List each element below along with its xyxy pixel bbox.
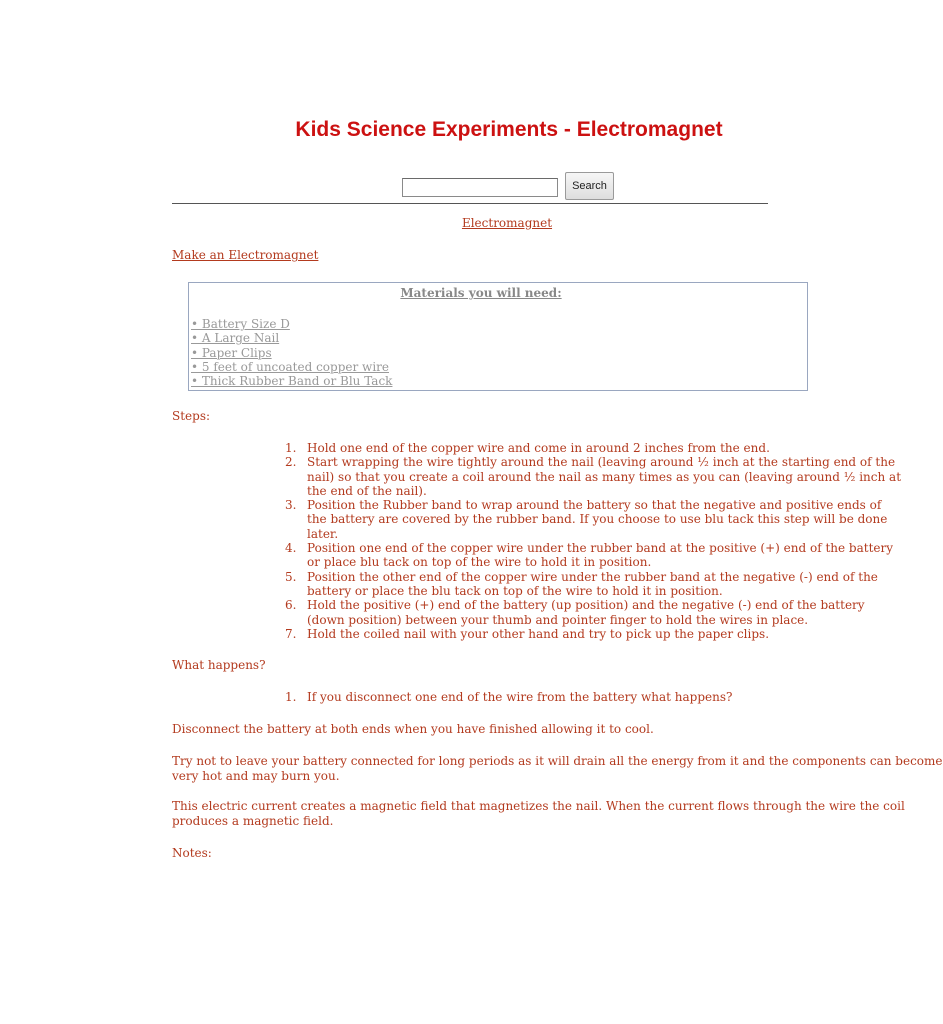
materials-heading: Materials you will need: — [400, 286, 562, 300]
step-item — [282, 598, 901, 627]
materials-box — [188, 282, 808, 391]
question-list — [282, 690, 732, 704]
material-item[interactable]: • Thick Rubber Band or Blu Tack — [191, 374, 393, 389]
question-item — [282, 690, 732, 704]
explanation-line: This electric current creates a magnetic field that magnetizes the nail. When the current flows through the wire the coil — [172, 799, 905, 813]
step-item — [282, 455, 901, 498]
step-text: Hold the coiled nail with your other hand and try to pick up the paper clips. — [307, 626, 770, 641]
explanation-paragraph — [172, 799, 905, 829]
page-title: Kids Science Experiments - Electromagnet — [295, 118, 723, 141]
step-text: or place blu tack on top of the wire to hold it in position. — [307, 555, 652, 570]
step-text: the end of the nail). — [307, 483, 427, 498]
step-text: (down position) between your thumb and pointer finger to hold the wires in place. — [307, 612, 809, 627]
step-item — [282, 441, 901, 455]
material-item[interactable]: • Paper Clips — [191, 345, 272, 360]
materials-list — [191, 317, 392, 388]
step-text: battery or place the blu tack on top of the wire to hold it in position. — [307, 583, 723, 598]
steps-list — [282, 441, 901, 641]
step-text: Position the Rubber band to wrap around the battery so that the negative and positive ends of — [307, 498, 882, 513]
step-number: 1. — [285, 441, 297, 455]
step-text: later. — [307, 526, 339, 541]
step-text: nail) so that you create a coil around the nail as many times as you can (leaving around ½ inch at — [307, 469, 902, 484]
step-number: 6. — [285, 598, 297, 613]
step-number: 7. — [285, 626, 297, 641]
breadcrumb — [172, 216, 842, 230]
step-text: Position one end of the copper wire under the rubber band at the positive (+) end of the battery — [307, 541, 894, 556]
warning-line: very hot and may burn you. — [172, 769, 340, 783]
question-text: If you disconnect one end of the wire from the battery what happens? — [307, 690, 733, 704]
warning-paragraph — [172, 754, 943, 784]
horizontal-divider — [172, 203, 768, 204]
material-item[interactable]: • 5 feet of uncoated copper wire — [191, 359, 389, 374]
warning-line: Try not to leave your battery connected for long periods as it will drain all the energy from it and the components can become — [172, 754, 943, 768]
step-text: Hold the positive (+) end of the battery (up position) and the negative (-) end of the battery — [307, 598, 865, 613]
step-number: 5. — [285, 569, 297, 584]
electromagnet-link[interactable]: Electromagnet — [461, 216, 553, 230]
disconnect-paragraph: Disconnect the battery at both ends when you have finished allowing it to cool. — [172, 722, 654, 736]
step-text: Hold one end of the copper wire and come in around 2 inches from the end. — [307, 441, 770, 455]
material-item[interactable]: • A Large Nail — [191, 331, 280, 346]
make-electromagnet-link[interactable]: Make an Electromagnet — [172, 248, 319, 262]
step-text: Start wrapping the wire tightly around the nail (leaving around ½ inch at the starting end of the — [307, 455, 896, 470]
step-text: the battery are covered by the rubber band. If you choose to use blu tack this step will be done — [307, 512, 888, 527]
step-item — [282, 498, 901, 541]
step-item — [282, 541, 901, 570]
material-item[interactable]: • Battery Size D — [191, 317, 290, 331]
step-number: 2. — [285, 455, 297, 470]
search-input[interactable] — [402, 178, 558, 197]
step-number: 4. — [285, 541, 297, 556]
notes-label: Notes: — [172, 846, 212, 860]
explanation-line: produces a magnetic field. — [172, 814, 334, 828]
step-number: 3. — [285, 498, 297, 513]
step-text: Position the other end of the copper wire under the rubber band at the negative (-) end of the — [307, 569, 878, 584]
what-happens-label: What happens? — [172, 658, 266, 672]
question-number: 1. — [285, 690, 297, 704]
step-item — [282, 570, 901, 599]
steps-label: Steps: — [172, 409, 211, 423]
step-item — [282, 627, 901, 641]
search-button[interactable]: Search — [565, 172, 614, 200]
